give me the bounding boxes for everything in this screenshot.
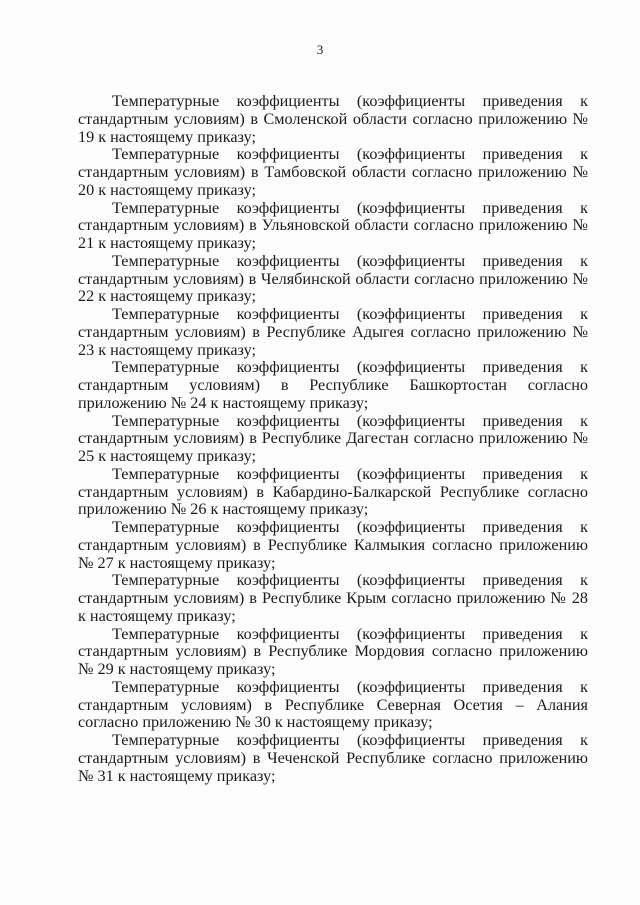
paragraph: Температурные коэффициенты (коэффициенты приведения к стандартным условиям) в Республике Крым согласно приложению № 28 к настоящему приказу; bbox=[78, 571, 588, 625]
paragraph: Температурные коэффициенты (коэффициенты приведения к стандартным условиям) в Республике Адыгея согласно приложению № 23 к настоящему приказу; bbox=[78, 305, 588, 359]
paragraph: Температурные коэффициенты (коэффициенты приведения к стандартным условиям) в Республике Калмыкия согласно приложению № 27 к настоящему приказу; bbox=[78, 518, 588, 572]
paragraph: Температурные коэффициенты (коэффициенты приведения к стандартным условиям) в Республике Дагестан согласно приложению № 25 к настоящему приказу; bbox=[78, 411, 588, 465]
paragraph: Температурные коэффициенты (коэффициенты приведения к стандартным условиям) в Республике Башкортостан согласно приложению № 24 к настоящему приказу; bbox=[78, 358, 588, 412]
paragraph: Температурные коэффициенты (коэффициенты приведения к стандартным условиям) в Смоленской области согласно приложению № 19 к настоящему приказу; bbox=[78, 92, 588, 146]
paragraph: Температурные коэффициенты (коэффициенты приведения к стандартным условиям) в Республике Северная Осетия – Алания согласно приложению № 30 к настоящему приказу; bbox=[78, 677, 588, 732]
paragraph: Температурные коэффициенты (коэффициенты приведения к стандартным условиям) в Кабардино-Балкарской Республике согласно приложению № 26 к настоящему приказу; bbox=[78, 464, 588, 519]
paragraph: Температурные коэффициенты (коэффициенты приведения к стандартным условиям) в Ульяновской области согласно приложению № 21 к настоящему приказу; bbox=[78, 198, 588, 252]
paragraph: Температурные коэффициенты (коэффициенты приведения к стандартным условиям) в Республике Мордовия согласно приложению № 29 к настоящему приказу; bbox=[78, 624, 588, 678]
document-body bbox=[78, 93, 588, 785]
paragraph: Температурные коэффициенты (коэффициенты приведения к стандартным условиям) в Чеченской Республике согласно приложению № 31 к настоящему приказу; bbox=[78, 731, 588, 785]
paragraph: Температурные коэффициенты (коэффициенты приведения к стандартным условиям) в Тамбовской области согласно приложению № 20 к настоящему приказу; bbox=[78, 145, 588, 199]
paragraph: Температурные коэффициенты (коэффициенты приведения к стандартным условиям) в Челябинской области согласно приложению № 22 к настоящему приказу; bbox=[78, 251, 588, 306]
page-number: 3 bbox=[316, 42, 324, 57]
